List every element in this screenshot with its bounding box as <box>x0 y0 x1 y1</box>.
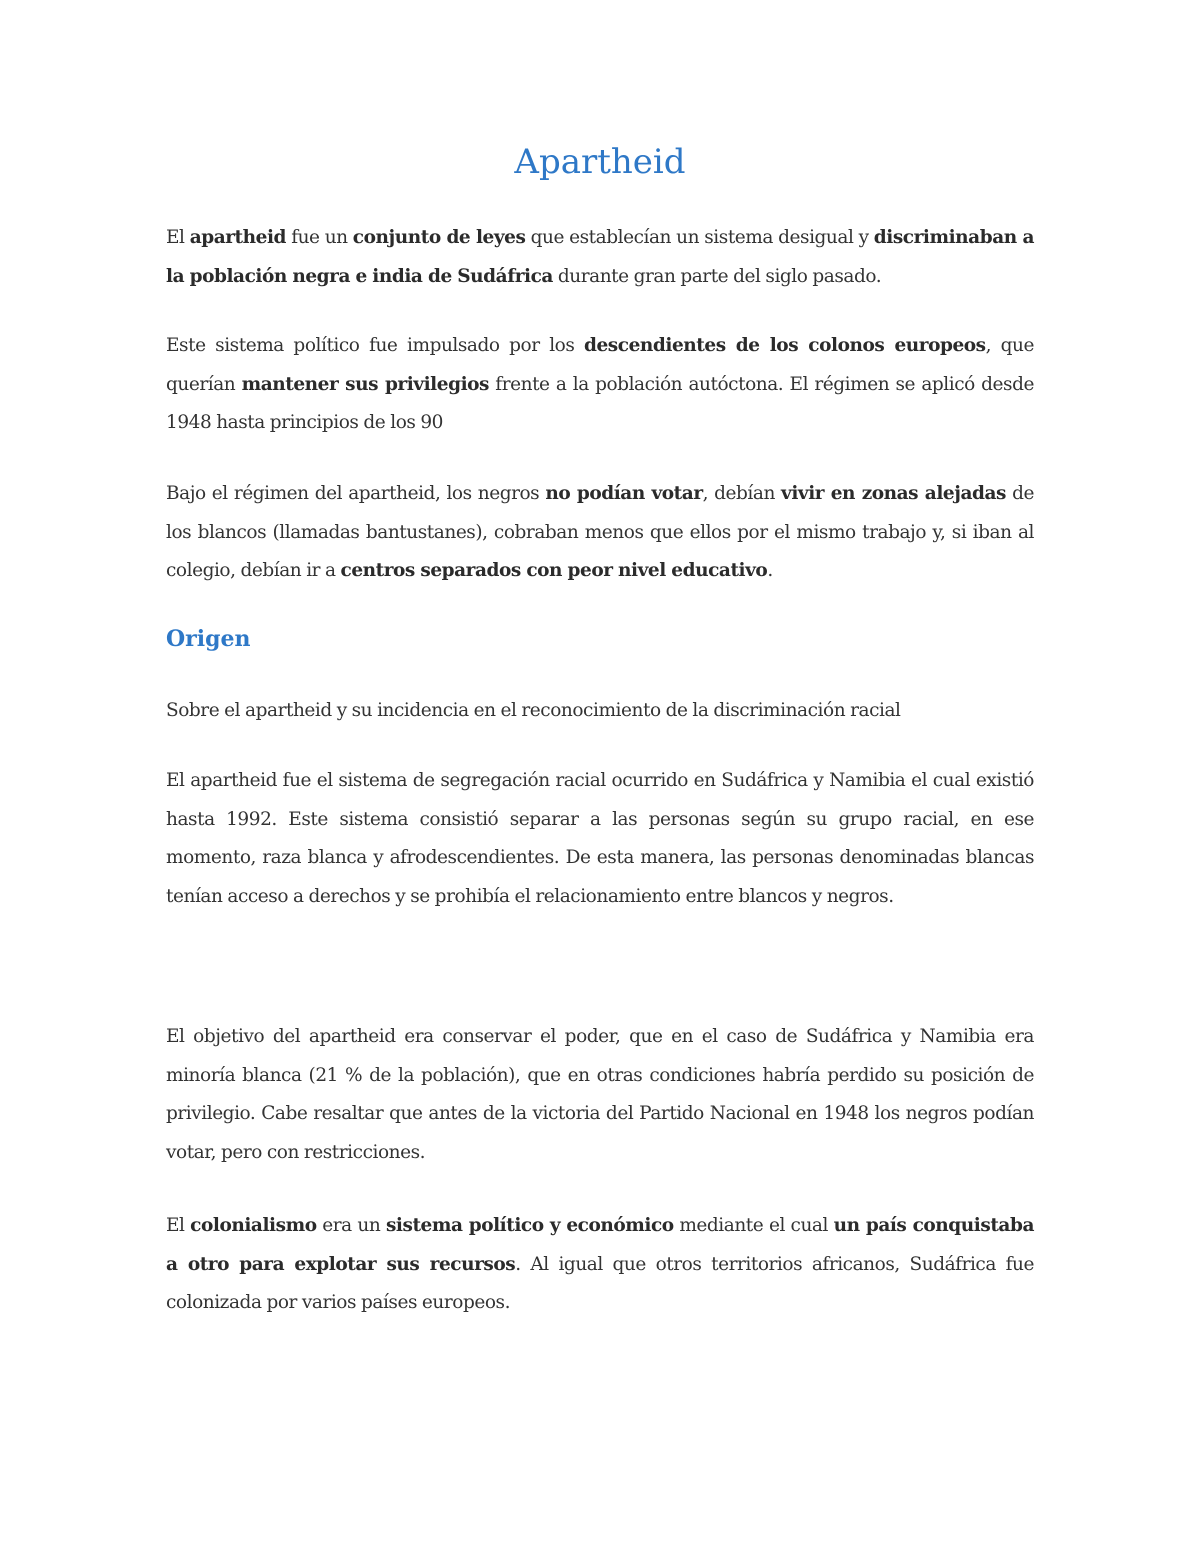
bold-segment: no podían votar <box>545 483 703 504</box>
bold-segment: colonialismo <box>190 1215 317 1236</box>
bold-segment: descendientes de los colonos europeos <box>583 335 986 356</box>
text-segment: fue un <box>286 227 353 248</box>
text-segment: durante gran parte del siglo pasado. <box>552 265 882 287</box>
text-segment: mediante el cual <box>673 1215 834 1236</box>
text-segment: de los blancos (llamadas bantustanes), cobraban menos que ellos por el mismo trabajo y, si iban al colegio, debían ir a <box>166 483 1034 582</box>
text-segment: , que querían <box>166 335 1034 395</box>
bold-segment: conjunto de leyes <box>352 227 526 248</box>
bold-segment: un país conquistaba a otro para explotar sus recursos <box>166 1215 1034 1275</box>
text-segment: El <box>166 1215 191 1236</box>
section-heading-origen: Origen <box>166 626 251 652</box>
text-segment: El <box>166 227 190 248</box>
paragraph-colonialism <box>166 1207 1034 1323</box>
text-segment: . Al igual que otros territorios africanos, Sudáfrica fue colonizada por varios países europeos. <box>166 1253 1034 1314</box>
paragraph-origin-intro <box>166 692 1034 731</box>
bold-segment: discriminaban a la población negra e india de Sudáfrica <box>166 227 1035 287</box>
bold-segment: centros separados con peor nivel educativo <box>340 560 768 582</box>
paragraph-segregation <box>166 762 1034 917</box>
document-title: Apartheid <box>514 142 686 182</box>
text-segment: Sobre el apartheid y su incidencia en el reconocimiento de la discriminación racial <box>166 700 901 721</box>
text-segment: . <box>767 560 773 582</box>
bold-segment: apartheid <box>189 227 287 248</box>
text-segment: El objetivo del apartheid era conservar el poder, que en el caso de Sudáfrica y Namibia era minoría blanca (21 % de la población), que en otras condiciones habría perdido su posición de privilegio. Cabe resaltar que antes de la victoria del Partido Nacional en 1948 los negros podían votar, pero con restricciones. <box>166 1026 1034 1164</box>
paragraph-definition <box>166 219 1034 296</box>
text-segment: El apartheid fue el sistema de segregación racial ocurrido en Sudáfrica y Namibia el cual existió hasta 1992. Este sistema consistió separar a las personas según su grupo racial, en ese momento, raza blanca y afrodescendientes. De esta manera, las personas denominadas blancas tenían acceso a derechos y se prohibía el relacionamiento entre blancos y negros. <box>166 770 1034 908</box>
paragraph-regime-effects <box>166 475 1034 591</box>
paragraph-objective <box>166 1018 1034 1173</box>
text-segment: era un <box>316 1215 386 1236</box>
bold-segment: vivir en zonas alejadas <box>781 483 1007 504</box>
bold-segment: mantener sus privilegios <box>241 373 489 395</box>
text-segment: que establecían un sistema desigual y <box>525 227 874 248</box>
bold-segment: sistema político y económico <box>385 1215 674 1236</box>
text-segment: Bajo el régimen del apartheid, los negros <box>166 483 546 504</box>
text-segment: , debían <box>702 483 782 504</box>
text-segment: Este sistema político fue impulsado por los <box>166 335 584 356</box>
text-segment: frente a la población autóctona. El régimen se aplicó desde 1948 hasta principios de los 90 <box>166 373 1034 434</box>
paragraph-political-system <box>166 327 1034 443</box>
